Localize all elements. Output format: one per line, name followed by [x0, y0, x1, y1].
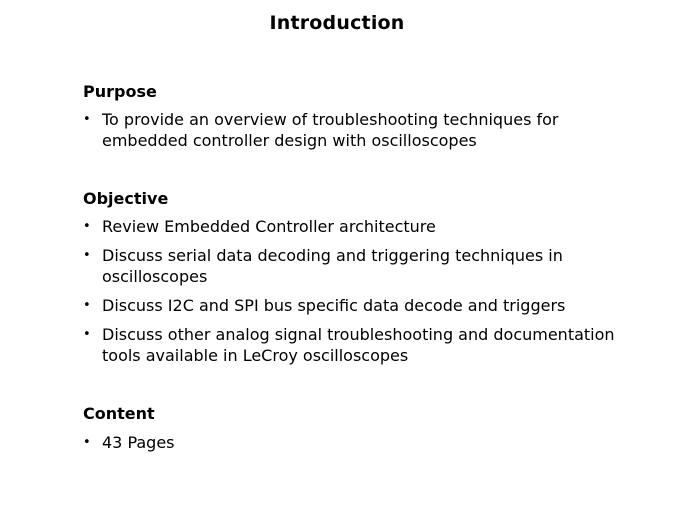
list-item: [83, 432, 623, 453]
list-item: [83, 245, 623, 287]
purpose-list: [83, 109, 623, 151]
slide-title: Introduction: [269, 12, 405, 34]
content-list: [83, 432, 623, 453]
bullet-text: Discuss I2C and SPI bus specific data decode and triggers: [102, 296, 566, 315]
content-heading: Content: [83, 404, 155, 423]
bullet-icon: •: [83, 248, 91, 263]
objective-section: [83, 189, 623, 366]
purpose-section: [83, 82, 623, 151]
bullet-icon: •: [83, 435, 91, 450]
list-item: [83, 324, 623, 366]
bullet-text: Review Embedded Controller architecture: [102, 217, 436, 236]
list-item: [83, 109, 623, 151]
bullet-text: Discuss serial data decoding and triggering techniques in oscilloscopes: [102, 246, 563, 286]
list-item: [83, 295, 623, 316]
bullet-text: 43 Pages: [102, 433, 175, 452]
objective-heading: Objective: [83, 189, 169, 208]
bullet-text: Discuss other analog signal troubleshooting and documentation tools available in LeCroy oscilloscopes: [102, 325, 615, 365]
content-section: [83, 404, 623, 453]
objective-list: [83, 216, 623, 366]
bullet-icon: •: [83, 112, 91, 127]
purpose-heading: Purpose: [83, 82, 157, 101]
bullet-icon: •: [83, 219, 91, 234]
list-item: [83, 216, 623, 237]
bullet-icon: •: [83, 298, 91, 313]
bullet-text: To provide an overview of troubleshooting techniques for embedded controller design with oscilloscopes: [102, 110, 559, 150]
bullet-icon: •: [83, 327, 91, 342]
